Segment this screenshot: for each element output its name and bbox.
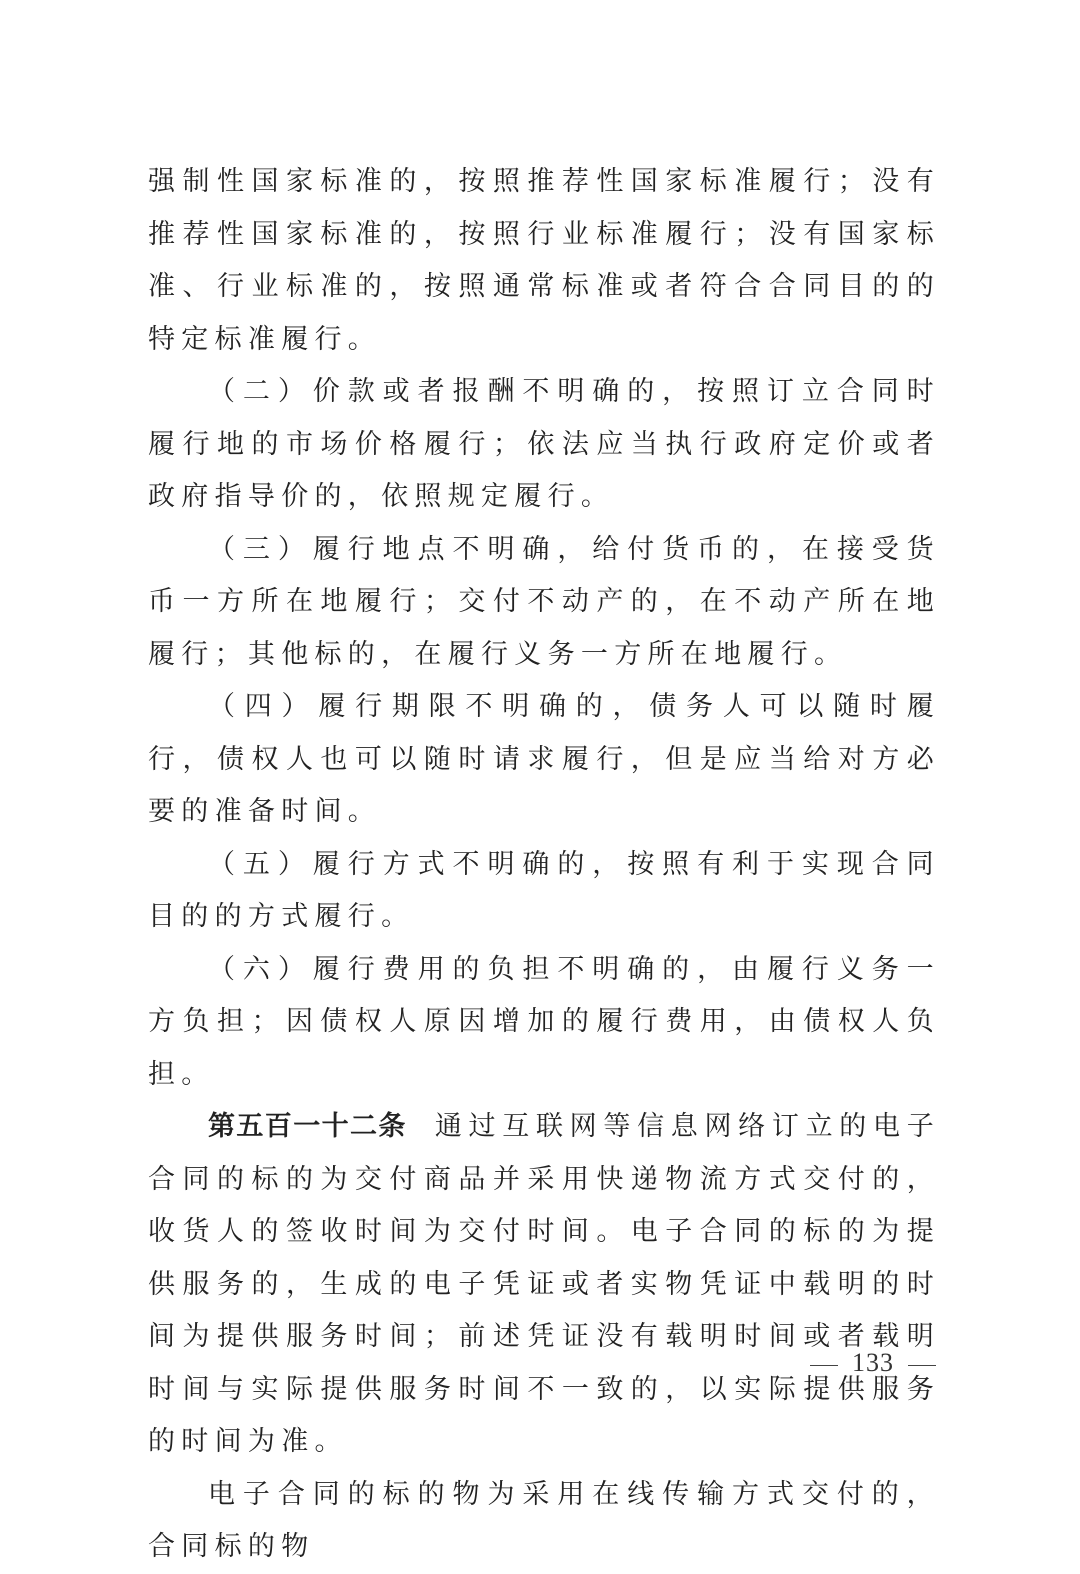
article-paragraph-2: 电子合同的标的物为采用在线传输方式交付的，合同标的物 bbox=[148, 1478, 940, 1562]
paragraph-item-5: （五）履行方式不明确的，按照有利于实现合同目的的方式履行。 bbox=[148, 848, 940, 932]
article-body: 通过互联网等信息网络订立的电子合同的标的为交付商品并采用快递物流方式交付的，收货人的签收时间为交付时间。电子合同的标的为提供服务的，生成的电子凭证或者实物凭证中载明的时间为提供服务时间；前述凭证没有载明时间或者载明时间与实际提供服务时间不一致的，以实际提供服务的时间为准。 bbox=[148, 1111, 941, 1457]
paragraph-item-4: （四）履行期限不明确的，债务人可以随时履行，债权人也可以随时请求履行，但是应当给对方必要的准备时间。 bbox=[148, 691, 940, 827]
article-paragraph bbox=[148, 1101, 940, 1469]
page-number bbox=[796, 1348, 950, 1378]
page-number-dash-right bbox=[908, 1365, 936, 1366]
paragraph-item-3: （三）履行地点不明确，给付货币的，在接受货币一方所在地履行；交付不动产的，在不动产所在地履行；其他标的，在履行义务一方所在地履行。 bbox=[148, 533, 940, 670]
page-number-value: 133 bbox=[852, 1348, 894, 1377]
article-title: 第五百一十二条 bbox=[208, 1111, 407, 1142]
page-number-dash-left bbox=[810, 1365, 838, 1366]
paragraph-item-6: （六）履行费用的负担不明确的，由履行义务一方负担；因债权人原因增加的履行费用，由债权人负担。 bbox=[148, 953, 940, 1090]
paragraph-continuation: 强制性国家标准的，按照推荐性国家标准履行；没有推荐性国家标准的，按照行业标准履行；没有国家标准、行业标准的，按照通常标准或者符合合同目的的特定标准履行。 bbox=[148, 166, 940, 355]
paragraph-item-2: （二）价款或者报酬不明确的，按照订立合同时履行地的市场价格履行；依法应当执行政府定价或者政府指导价的，依照规定履行。 bbox=[148, 376, 940, 512]
